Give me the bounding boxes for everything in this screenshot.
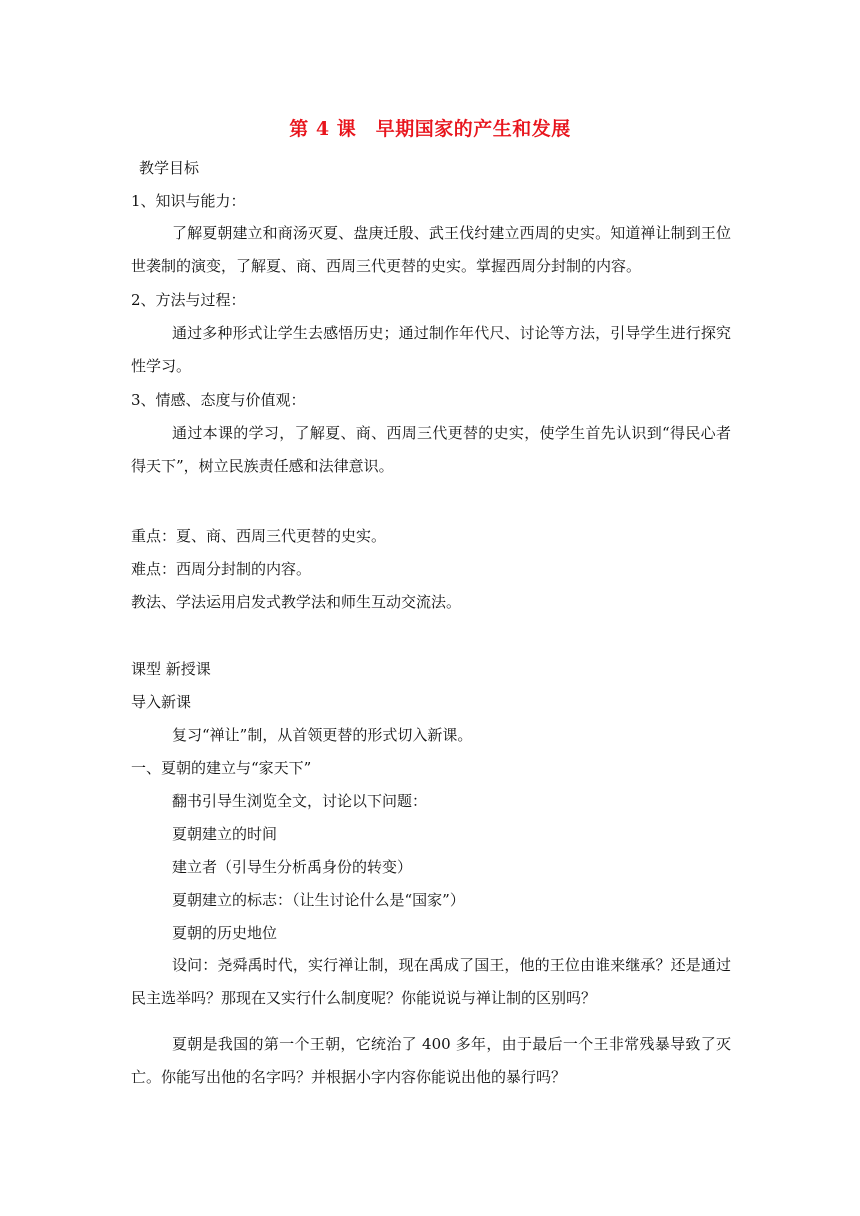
intro-heading: 导入新课 [131, 693, 192, 711]
method-process-heading: 2、方法与过程： [131, 291, 246, 309]
teaching-method: 教法、学法运用启发式教学法和师生互动交流法。 [131, 593, 462, 611]
part1-item: 建立者（引导生分析禹身份的转变） [172, 858, 413, 876]
lesson-type: 课型 新授课 [131, 660, 211, 678]
method-process-paragraph: 通过多种形式让学生去感悟历史；通过制作年代尺、讨论等方法，引导学生进行探究性学习。 [131, 324, 731, 375]
knowledge-heading: 1、知识与能力： [131, 192, 246, 210]
part1-item: 夏朝建立的标志：（让生讨论什么是“国家”） [172, 891, 465, 909]
lesson-title: 第 4 课 早期国家的产生和发展 [289, 118, 571, 140]
difficulty: 难点：西周分封制的内容。 [131, 560, 312, 578]
part1-item: 夏朝的历史地位 [172, 924, 278, 942]
intro-text: 复习“禅让”制，从首领更替的形式切入新课。 [172, 726, 473, 744]
objectives-heading: 教学目标 [139, 159, 200, 177]
key-point: 重点：夏、商、西周三代更替的史实。 [131, 527, 387, 545]
part1-heading: 一、夏朝的建立与“家天下” [131, 759, 312, 777]
values-paragraph: 通过本课的学习，了解夏、商、西周三代更替的史实，使学生首先认识到“得民心者得天下”，树立民族责任感和法律意识。 [131, 424, 731, 475]
part1-item: 夏朝建立的时间 [172, 825, 278, 843]
knowledge-paragraph: 了解夏朝建立和商汤灭夏、盘庚迁殷、武王伐纣建立西周的史实。知道禅让制到王位世袭制的演变，了解夏、商、西周三代更替的史实。掌握西周分封制的内容。 [131, 224, 731, 275]
question-paragraph: 夏朝是我国的第一个王朝，它统治了 400 多年，由于最后一个王非常残暴导致了灭亡。你能写出他的名字吗？并根据小字内容你能说出他的暴行吗？ [131, 1035, 731, 1086]
values-heading: 3、情感、态度与价值观： [131, 391, 306, 409]
question-paragraph: 设问：尧舜禹时代，实行禅让制，现在禹成了国王，他的王位由谁来继承？还是通过民主选举吗？那现在又实行什么制度呢？你能说说与禅让制的区别吗？ [131, 956, 731, 1007]
part1-item: 翻书引导生浏览全文，讨论以下问题： [172, 792, 428, 810]
